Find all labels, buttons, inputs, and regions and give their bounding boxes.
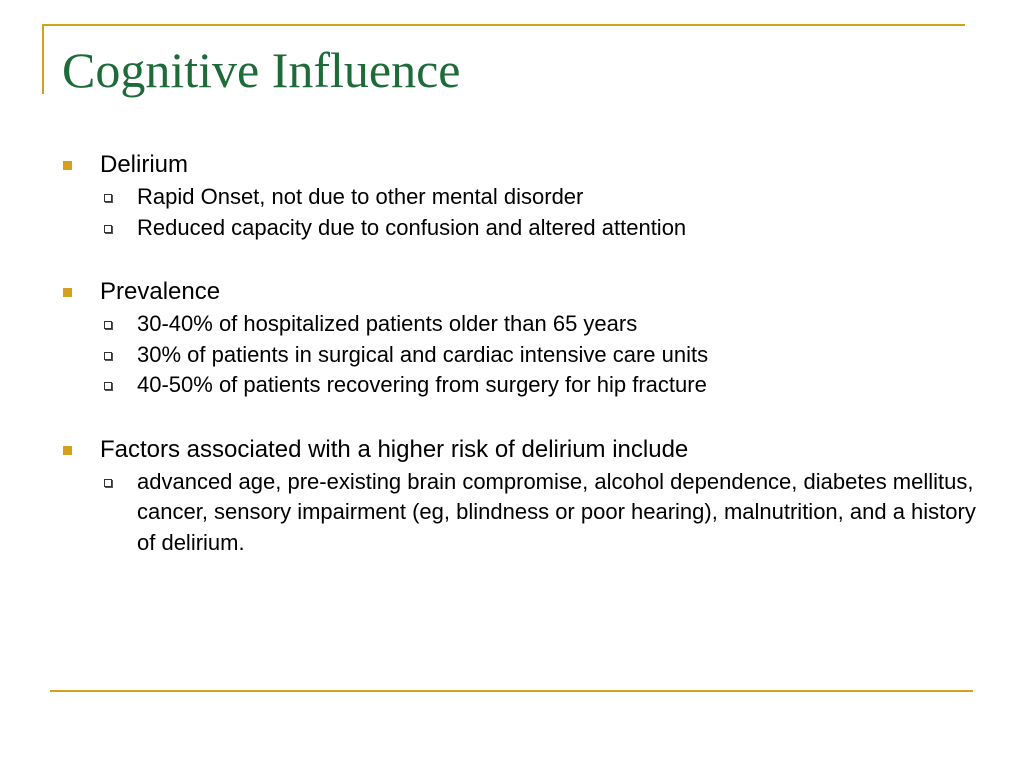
sub-bullet-list	[60, 182, 980, 243]
sub-bullet-item	[100, 309, 980, 340]
left-border-line	[42, 24, 44, 94]
hollow-square-bullet-icon	[104, 321, 112, 329]
bullet-group-risk-factors	[60, 433, 980, 559]
slide-content	[60, 148, 980, 590]
sub-bullet-text: 40-50% of patients recovering from surgery for hip fracture	[137, 372, 707, 397]
top-border-line	[42, 24, 965, 26]
bullet-text: Factors associated with a higher risk of delirium include	[100, 435, 689, 463]
square-bullet-icon	[63, 288, 72, 297]
bullet-text: Delirium	[100, 151, 189, 178]
hollow-square-bullet-icon	[104, 382, 112, 390]
sub-bullet-item	[100, 340, 980, 371]
sub-bullet-item	[100, 213, 980, 244]
square-bullet-icon	[63, 161, 72, 170]
hollow-square-bullet-icon	[104, 194, 112, 202]
bullet-item	[60, 275, 980, 309]
sub-bullet-item	[100, 182, 980, 213]
bullet-group-prevalence	[60, 275, 980, 401]
sub-bullet-text: Rapid Onset, not due to other mental disorder	[137, 184, 584, 209]
hollow-square-bullet-icon	[104, 225, 112, 233]
sub-bullet-list	[60, 467, 980, 559]
sub-bullet-text: 30% of patients in surgical and cardiac intensive care units	[137, 341, 709, 367]
sub-bullet-text: advanced age, pre-existing brain compromise, alcohol dependence, diabetes mellitus, cancer, sensory impairment (eg, blindness or poor hearing), malnutrition, and a history of delirium.	[137, 468, 976, 555]
sub-bullet-item	[100, 370, 980, 401]
hollow-square-bullet-icon	[104, 479, 112, 487]
slide-title: Cognitive Influence	[62, 42, 461, 98]
sub-bullet-text: 30-40% of hospitalized patients older than 65 years	[137, 311, 638, 336]
hollow-square-bullet-icon	[104, 352, 112, 360]
bullet-item	[60, 433, 980, 467]
sub-bullet-list	[60, 309, 980, 401]
bottom-border-line	[50, 690, 973, 692]
square-bullet-icon	[63, 446, 72, 455]
sub-bullet-text: Reduced capacity due to confusion and altered attention	[137, 214, 687, 240]
sub-bullet-item	[100, 467, 980, 559]
bullet-item	[60, 148, 980, 182]
bullet-group-delirium	[60, 148, 980, 243]
bullet-text: Prevalence	[100, 278, 221, 305]
